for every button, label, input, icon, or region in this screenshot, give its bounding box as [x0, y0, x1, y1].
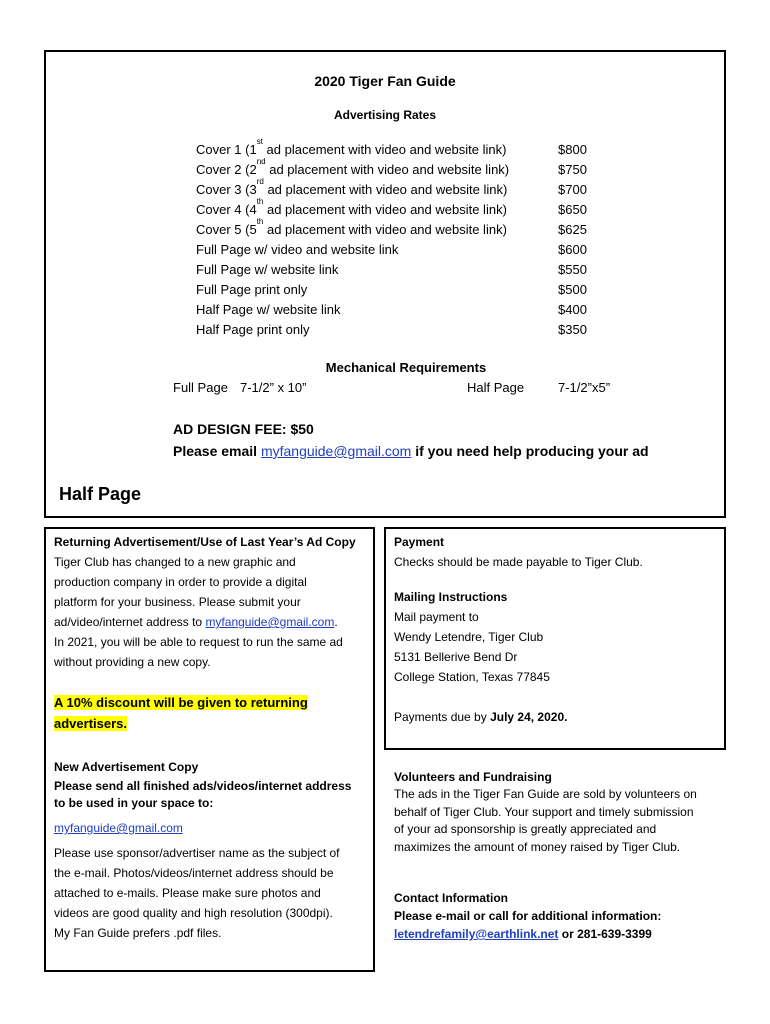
- rates-subtitle: Advertising Rates: [333, 108, 437, 122]
- rate-price: $750: [558, 162, 587, 177]
- guide-title: 2020 Tiger Fan Guide: [314, 73, 456, 89]
- rate-label-text: Cover 5 (5: [196, 222, 257, 237]
- payment-text: Checks should be made payable to Tiger Club.: [394, 555, 643, 569]
- rate-label-rest: ad placement with video and website link): [262, 142, 507, 157]
- rate-label-text: Half Page print only: [196, 322, 310, 337]
- returning-line-1: Tiger Club has changed to a new graphic and: [54, 555, 296, 569]
- new-ad-bold-1: Please send all finished ads/videos/internet address: [54, 779, 352, 793]
- rate-label: [196, 260, 338, 280]
- rate-label-rest: ad placement with video and website link): [263, 222, 507, 237]
- email-help-pre: Please email: [173, 443, 261, 459]
- discount-text-2: advertisers.: [54, 716, 127, 731]
- mailing-line-2: Wendy Letendre, Tiger Club: [394, 630, 544, 644]
- mech-full-size: 7-1/2” x 10”: [240, 380, 307, 395]
- rate-label-rest: ad placement with video and website link): [263, 202, 507, 217]
- returning-line-4: [54, 613, 338, 631]
- volunteers-title: Volunteers and Fundraising: [394, 770, 552, 784]
- mailing-line-3: 5131 Bellerive Bend Dr: [394, 650, 518, 664]
- rate-label: [196, 320, 309, 340]
- mailing-line-4: College Station, Texas 77845: [394, 670, 550, 684]
- rate-label-text: Cover 2 (2: [196, 162, 257, 177]
- rate-label-sup: th: [256, 217, 264, 226]
- rate-label: [196, 240, 398, 260]
- new-ad-email-link[interactable]: myfanguide@gmail.com: [54, 821, 183, 835]
- returning-email-link[interactable]: myfanguide@gmail.com: [205, 615, 335, 629]
- rate-label-sup: rd: [256, 177, 264, 186]
- returning-title: Returning Advertisement/Use of Last Year’s Ad Copy: [54, 535, 356, 549]
- rate-label: [196, 197, 507, 220]
- rate-label: [196, 137, 507, 160]
- mailing-title: Mailing Instructions: [394, 590, 508, 604]
- returning-line-5: In 2021, you will be able to request to run the same ad: [54, 635, 343, 649]
- rate-label: [196, 217, 507, 240]
- new-ad-line-1: Please use sponsor/advertiser name as the subject of: [54, 846, 340, 860]
- email-help-post: if you need help producing your ad: [411, 443, 649, 459]
- rate-label: [196, 300, 341, 320]
- volunteers-line-4: maximizes the amount of money raised by Tiger Club.: [394, 840, 681, 854]
- rate-label: [196, 280, 307, 300]
- contact-email-link[interactable]: letendrefamily@earthlink.net: [394, 927, 559, 941]
- new-ad-line-3: attached to e-mails. Please make sure photos and: [54, 886, 321, 900]
- payment-title: Payment: [394, 535, 445, 549]
- rate-label-rest: ad placement with video and website link): [263, 182, 508, 197]
- discount-line-1: [54, 693, 308, 713]
- new-ad-line-5: My Fan Guide prefers .pdf files.: [54, 926, 222, 940]
- rate-label-text: Half Page w/ website link: [196, 302, 341, 317]
- rate-label-sup: th: [256, 197, 264, 206]
- rate-price: $350: [558, 322, 587, 337]
- mech-half-size: 7-1/2”x5”: [558, 380, 611, 395]
- rate-label-text: Full Page w/ website link: [196, 262, 339, 277]
- mech-full-label: Full Page: [173, 380, 228, 395]
- discount-text-1: A 10% discount will be given to returning: [54, 695, 308, 710]
- rate-price: $700: [558, 182, 587, 197]
- mechanical-title: Mechanical Requirements: [325, 360, 487, 375]
- rate-price: $500: [558, 282, 587, 297]
- rate-label-text: Cover 4 (4: [196, 202, 257, 217]
- rate-label-rest: ad placement with video and website link): [265, 162, 510, 177]
- payment-due: [394, 708, 567, 726]
- contact-title: Contact Information: [394, 891, 508, 905]
- new-ad-line-4: videos are good quality and high resolution (300dpi).: [54, 906, 333, 920]
- discount-line-2: [54, 714, 127, 734]
- returning-line-4-post: .: [334, 615, 338, 629]
- rate-price: $400: [558, 302, 587, 317]
- half-page-heading: Half Page: [59, 484, 142, 504]
- new-ad-bold-2: to be used in your space to:: [54, 796, 214, 810]
- rate-label-text: Cover 1 (1: [196, 142, 257, 157]
- payment-due-pre: Payments due by: [394, 710, 491, 724]
- rate-label-text: Full Page w/ video and website link: [196, 242, 399, 257]
- rate-label-text: Cover 3 (3: [196, 182, 257, 197]
- rate-label: [196, 157, 510, 180]
- rate-price: $625: [558, 222, 587, 237]
- rate-label-sup: nd: [256, 157, 266, 166]
- rate-price: $600: [558, 242, 587, 257]
- rate-price: $550: [558, 262, 587, 277]
- rate-label-text: Full Page print only: [196, 282, 308, 297]
- returning-line-6: without providing a new copy.: [54, 655, 211, 669]
- mech-half-label: Half Page: [467, 380, 525, 395]
- rate-price: $650: [558, 202, 587, 217]
- rate-label: [196, 177, 508, 200]
- returning-line-2: production company in order to provide a digital: [54, 575, 307, 589]
- contact-line-2: [394, 926, 652, 943]
- payment-due-date: July 24, 2020.: [490, 710, 568, 724]
- returning-line-3: platform for your business. Please submit your: [54, 595, 301, 609]
- volunteers-line-1: The ads in the Tiger Fan Guide are sold by volunteers on: [394, 787, 697, 801]
- rate-price: $800: [558, 142, 587, 157]
- volunteers-line-3: of your ad sponsorship is greatly appreciated and: [394, 822, 657, 836]
- email-help-link[interactable]: myfanguide@gmail.com: [260, 443, 412, 459]
- mailing-line-1: Mail payment to: [394, 610, 479, 624]
- new-ad-line-2: the e-mail. Photos/videos/internet address should be: [54, 866, 334, 880]
- returning-line-4-pre: ad/video/internet address to: [54, 615, 206, 629]
- new-ad-title: New Advertisement Copy: [54, 760, 199, 774]
- email-help-line: [173, 441, 649, 461]
- volunteers-line-2: behalf of Tiger Club. Your support and timely submission: [394, 805, 694, 819]
- design-fee: AD DESIGN FEE: $50: [173, 421, 314, 437]
- contact-line-1: Please e-mail or call for additional information:: [394, 909, 662, 923]
- contact-phone: or 281-639-3399: [558, 927, 652, 941]
- rate-label-sup: st: [256, 137, 263, 146]
